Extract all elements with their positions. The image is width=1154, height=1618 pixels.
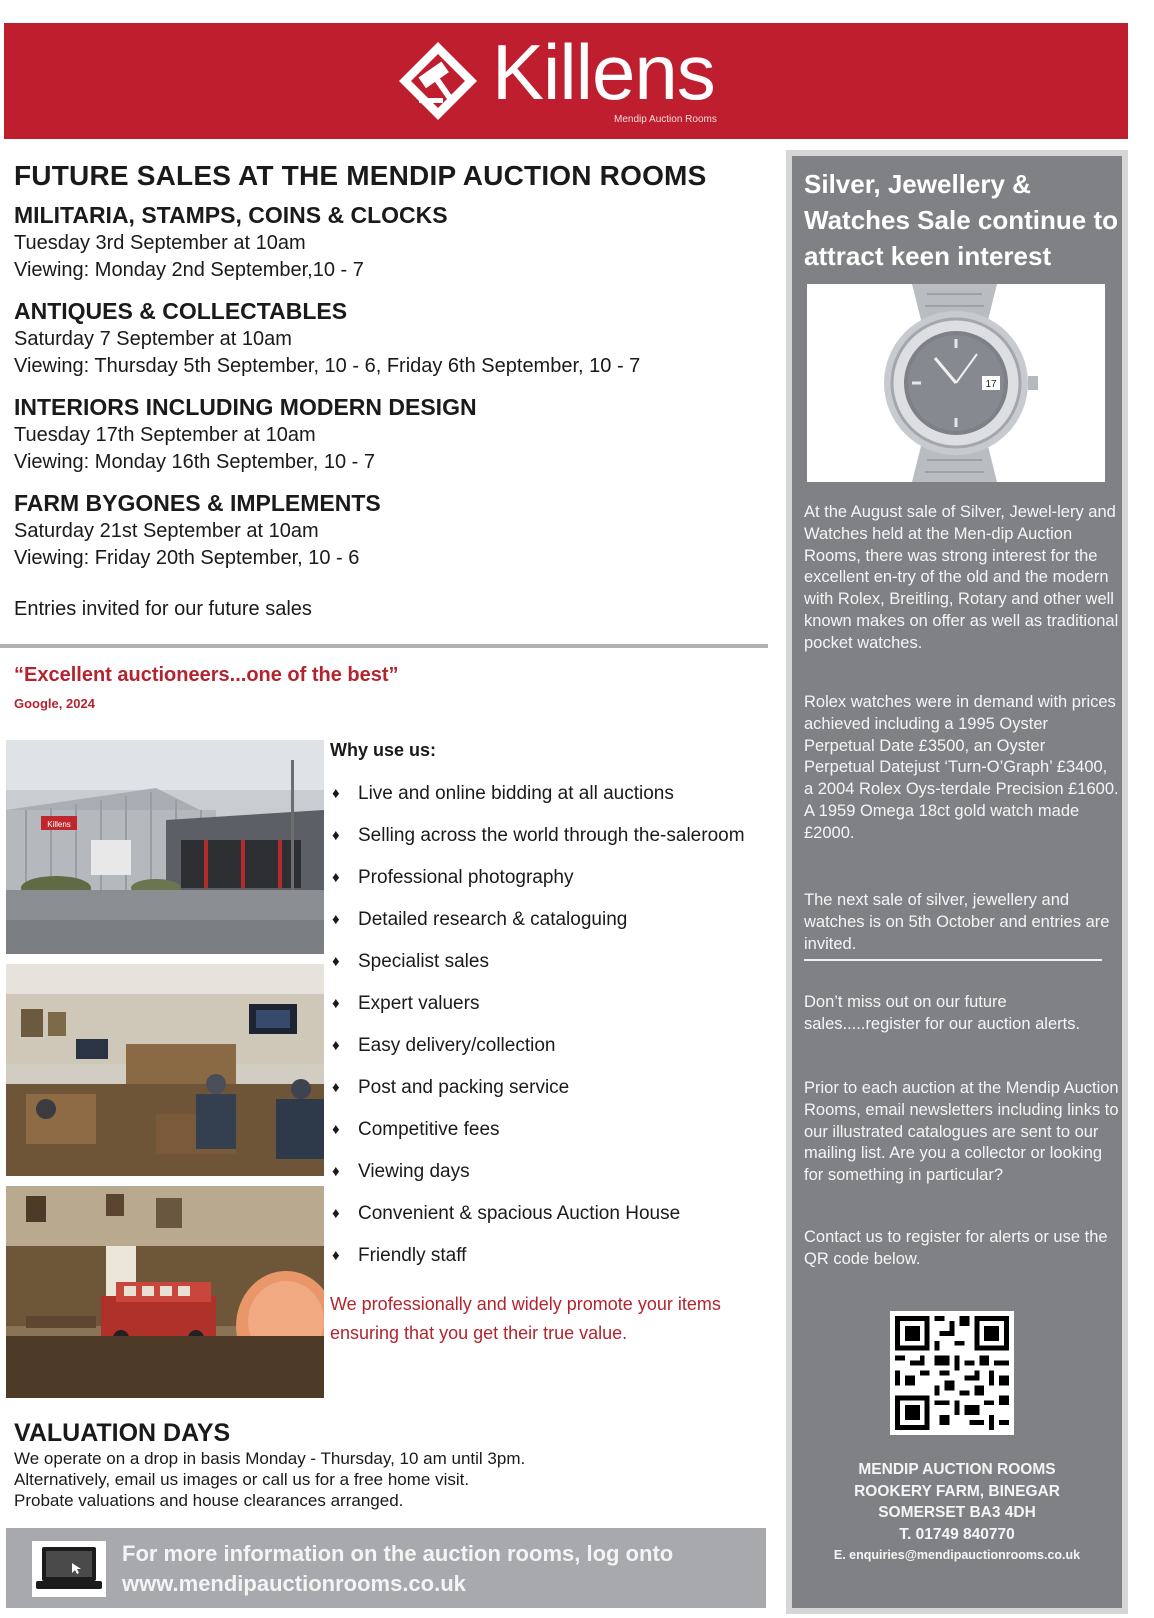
list-item-label: Detailed research & cataloguing [358, 909, 628, 930]
saleroom-photo [6, 964, 324, 1176]
testimonial-source: Google, 2024 [14, 696, 95, 711]
sidebar-paragraph: Don’t miss out on our future sales.....register for our auction alerts. [804, 993, 1081, 1033]
why-use-us-section [330, 740, 770, 1348]
diamond-bullet-icon: ♦ [332, 1037, 340, 1054]
diamond-bullet-icon: ♦ [332, 1247, 340, 1264]
sale-name: INTERIORS INCLUDING MODERN DESIGN [14, 394, 477, 420]
list-item [330, 1160, 770, 1202]
list-item-label: Selling across the world through the-saleroom [358, 825, 745, 846]
header-banner [4, 23, 1128, 139]
sidebar-paragraph: The next sale of silver, jewellery and watches is on 5th October and entries are invited. [804, 891, 1110, 953]
list-item-label: Post and packing service [358, 1077, 570, 1098]
list-item [330, 950, 770, 992]
sidebar-paragraph: Contact us to register for alerts or use the QR code below. [804, 1228, 1108, 1268]
testimonial-quote: “Excellent auctioneers...one of the best” [14, 664, 399, 686]
watch-date-label: 17 [985, 379, 997, 390]
valuation-title: VALUATION DAYS [14, 1419, 231, 1447]
promo-line: We professionally and widely promote your items [330, 1294, 721, 1314]
address-line: ROOKERY FARM, BINEGAR [854, 1482, 1060, 1500]
diamond-bullet-icon: ♦ [332, 953, 340, 970]
diamond-bullet-icon: ♦ [332, 911, 340, 928]
valuation-line: We operate on a drop in basis Monday - Thursday, 10 am until 3pm. [14, 1449, 526, 1468]
sale-date: Tuesday 17th September at 10am [14, 424, 316, 446]
website-link[interactable]: www.mendipauctionrooms.co.uk [122, 1571, 466, 1596]
email-link[interactable]: E. enquiries@mendipauctionrooms.co.uk [833, 1548, 1081, 1562]
info-line: For more information on the auction rooms, log onto [122, 1541, 674, 1566]
list-item [330, 866, 770, 908]
diamond-bullet-icon: ♦ [332, 995, 340, 1012]
sale-date: Tuesday 3rd September at 10am [14, 232, 306, 254]
sidebar-title: Silver, Jewellery & Watches Sale continue to attract keen interest [804, 169, 1118, 271]
website-info-bar [6, 1528, 766, 1608]
diamond-bullet-icon: ♦ [332, 827, 340, 844]
phone-number: T. 01749 840770 [899, 1525, 1015, 1543]
sale-name: ANTIQUES & COLLECTABLES [14, 298, 348, 324]
sale-viewing: Viewing: Friday 20th September, 10 - 6 [14, 547, 360, 569]
list-item-label: Specialist sales [358, 951, 489, 972]
list-item [330, 1202, 770, 1244]
why-use-us-list [330, 782, 770, 1286]
list-item-label: Friendly staff [358, 1245, 467, 1266]
sale-viewing: Viewing: Thursday 5th September, 10 - 6, Friday 6th September, 10 - 7 [14, 355, 641, 377]
diamond-bullet-icon: ♦ [332, 1121, 340, 1138]
sidebar-paragraph: At the August sale of Silver, Jewel-lery and Watches held at the Men-dip Auction Rooms, there was strong interest for the excellent en-try of the old and the modern with Rolex, Breitling, Rotary and other well known makes on offer as well as traditional pocket watches. [804, 503, 1119, 652]
sidebar-paragraph: Rolex watches were in demand with prices achieved including a 1995 Oyster Perpetual Date £3500, an Oyster Perpetual Datejust ‘Turn-O’Graph’ £3400, a 2004 Rolex Oys-terdale Precision £1600. A 1959 Omega 18ct gold watch made £2000. [804, 693, 1119, 842]
list-item-label: Convenient & spacious Auction House [358, 1203, 681, 1224]
list-item [330, 1118, 770, 1160]
sale-date: Saturday 7 September at 10am [14, 328, 292, 350]
diamond-bullet-icon: ♦ [332, 1205, 340, 1222]
gavel-icon [397, 40, 479, 122]
future-sales-title: FUTURE SALES AT THE MENDIP AUCTION ROOMS [14, 160, 707, 191]
list-item-label: Professional photography [358, 867, 574, 888]
silver-sale-sidebar [786, 150, 1128, 1614]
sale-date: Saturday 21st September at 10am [14, 520, 319, 542]
list-item-label: Live and online bidding at all auctions [358, 783, 674, 804]
sidebar-paragraph: Prior to each auction at the Mendip Auction Rooms, email newsletters including links to our illustrated catalogues are sent to our mailing list. Are you a collector or looking for something in particular? [804, 1079, 1119, 1185]
why-use-us-title: Why use us: [330, 740, 437, 760]
valuation-line: Probate valuations and house clearances arranged. [14, 1491, 404, 1510]
diamond-bullet-icon: ♦ [332, 869, 340, 886]
valuation-line: Alternatively, email us images or call us for a free home visit. [14, 1470, 470, 1489]
brand-subtitle: Mendip Auction Rooms [614, 114, 717, 125]
rolex-watch-photo [807, 284, 1105, 482]
list-item [330, 1076, 770, 1118]
auction-building-photo [6, 740, 324, 954]
website-info-text [122, 1539, 673, 1599]
sale-item [14, 200, 764, 284]
laptop-icon [32, 1541, 106, 1597]
diamond-bullet-icon: ♦ [332, 1079, 340, 1096]
promo-text [330, 1290, 770, 1348]
sale-item [14, 296, 764, 380]
brand-name: Killens [492, 28, 715, 116]
sale-viewing: Viewing: Monday 16th September, 10 - 7 [14, 451, 375, 473]
address-line: MENDIP AUCTION ROOMS [858, 1461, 1056, 1478]
list-item-label: Competitive fees [358, 1119, 500, 1140]
diamond-bullet-icon: ♦ [332, 1163, 340, 1180]
list-item [330, 1244, 770, 1286]
entries-invited-text: Entries invited for our future sales [14, 598, 312, 620]
sale-name: MILITARIA, STAMPS, COINS & CLOCKS [14, 202, 448, 228]
sidebar-divider [804, 959, 1102, 961]
section-divider [0, 644, 768, 648]
sale-viewing: Viewing: Monday 2nd September,10 - 7 [14, 259, 364, 281]
diamond-bullet-icon: ♦ [332, 785, 340, 802]
list-item [330, 782, 770, 824]
promo-line: ensuring that you get their true value. [330, 1323, 628, 1343]
list-item-label: Easy delivery/collection [358, 1035, 556, 1056]
sale-name: FARM BYGONES & IMPLEMENTS [14, 490, 381, 516]
address-line: SOMERSET BA3 4DH [878, 1504, 1036, 1521]
list-item [330, 824, 770, 866]
sale-item [14, 488, 764, 572]
list-item [330, 1034, 770, 1076]
list-item-label: Expert valuers [358, 993, 480, 1014]
sale-item [14, 392, 764, 476]
building-sign-text: Killens [47, 820, 71, 829]
valuation-days-section [14, 1418, 764, 1511]
qr-code-icon[interactable] [890, 1311, 1014, 1435]
future-sales-section [14, 160, 764, 621]
antiques-room-photo [6, 1186, 324, 1398]
list-item [330, 908, 770, 950]
contact-address [792, 1459, 1122, 1567]
list-item [330, 992, 770, 1034]
list-item-label: Viewing days [358, 1161, 470, 1182]
